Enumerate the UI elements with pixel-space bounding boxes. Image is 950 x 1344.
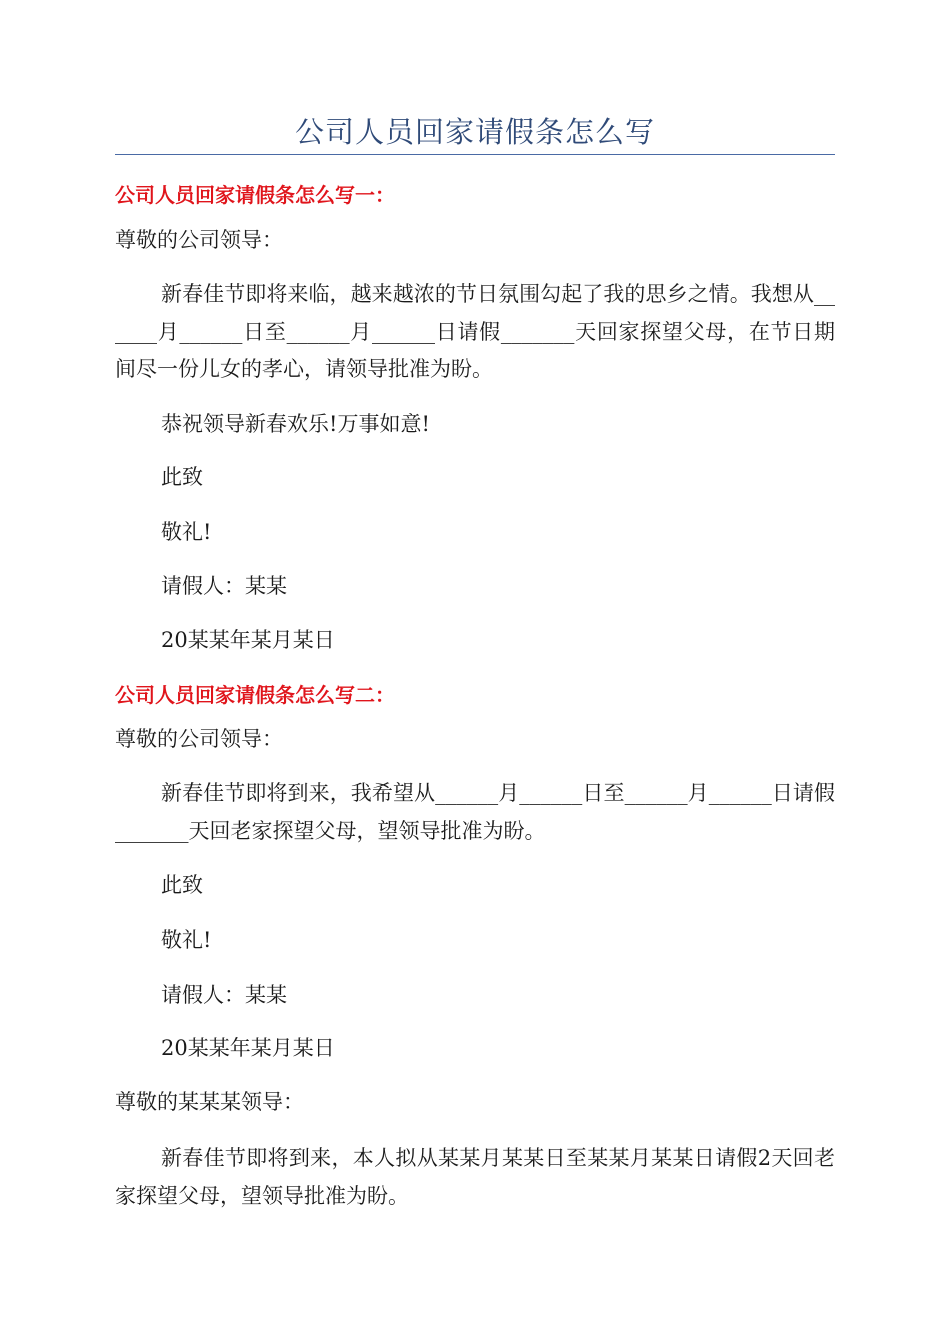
closing-2a: 此致 xyxy=(161,873,203,897)
salutation-3: 尊敬的某某某领导： xyxy=(115,1090,304,1114)
date-2: 20某某年某月某日 xyxy=(161,1036,335,1060)
applicant-1: 请假人：某某 xyxy=(161,574,287,598)
section-heading-1: 公司人员回家请假条怎么写一： xyxy=(115,183,395,207)
body-paragraph-2: 新春佳节即将到来，我希望从______月______日至______月______日请假_______天回老家探望父母，望领导批准为盼。 xyxy=(115,781,835,843)
closing-2b: 敬礼! xyxy=(161,928,212,952)
closing-1a: 此致 xyxy=(161,465,203,489)
salutation-2: 尊敬的公司领导： xyxy=(115,727,283,751)
body-paragraph-1: 新春佳节即将来临，越来越浓的节日氛围勾起了我的思乡之情。我想从______月______日至______月______日请假_______天回家探望父母，在节日期间尽一份儿女的孝心，请领导批准为盼。 xyxy=(115,282,835,381)
salutation-1: 尊敬的公司领导： xyxy=(115,228,283,252)
section-heading-2: 公司人员回家请假条怎么写二： xyxy=(115,683,395,707)
body-paragraph-3: 新春佳节即将到来，本人拟从某某月某某日至某某月某某日请假2天回老家探望父母，望领导批准为盼。 xyxy=(115,1146,835,1208)
document-title: 公司人员回家请假条怎么写 xyxy=(294,115,655,149)
applicant-2: 请假人：某某 xyxy=(161,983,287,1007)
title-divider xyxy=(115,154,835,155)
date-1: 20某某年某月某日 xyxy=(161,628,335,652)
closing-1b: 敬礼! xyxy=(161,520,212,544)
greeting-1: 恭祝领导新春欢乐!万事如意! xyxy=(161,412,430,436)
